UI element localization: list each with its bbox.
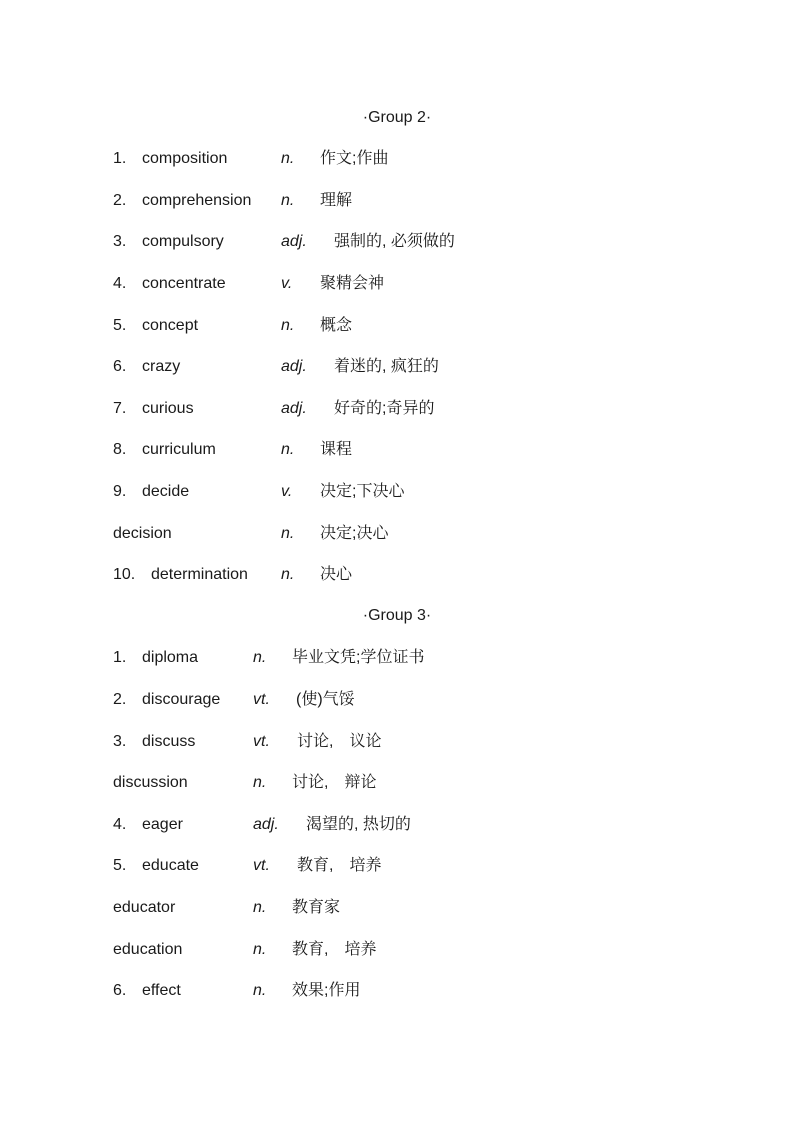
entry-number: 5. <box>113 317 127 334</box>
entry-word: educate <box>142 857 199 874</box>
entry-word: educator <box>113 899 176 916</box>
entry-word: compulsory <box>142 233 224 250</box>
entry-number: 5. <box>113 857 127 874</box>
entry-meaning: 渴望的, 热切的 <box>306 816 411 833</box>
entry-meaning: 着迷的, 疯狂的 <box>334 358 439 375</box>
entry-word: discuss <box>142 733 196 750</box>
entry-number: 4. <box>113 816 127 833</box>
entry-number: 4. <box>113 275 127 292</box>
entry-word: curriculum <box>142 441 216 458</box>
entry-word: discussion <box>113 774 188 791</box>
entry-meaning: 强制的, 必须做的 <box>334 233 455 250</box>
entry-number: 2. <box>113 691 127 708</box>
entry-word: concept <box>142 317 199 334</box>
entry-word: diploma <box>142 649 199 666</box>
entry-pos: adj. <box>253 816 279 833</box>
entry-number: 6. <box>113 358 127 375</box>
entry-pos: n. <box>253 982 267 999</box>
entry-meaning: 决定;决心 <box>320 525 389 542</box>
entry-pos: vt. <box>253 857 270 874</box>
entry-number: 10. <box>113 566 136 583</box>
entry-number: 1. <box>113 649 127 666</box>
entry-number: 8. <box>113 441 127 458</box>
entry-meaning: 聚精会神 <box>320 275 385 292</box>
entry-pos: n. <box>281 150 295 167</box>
entry-meaning: 教育家 <box>292 899 341 916</box>
entry-pos: adj. <box>281 233 307 250</box>
entry-word: comprehension <box>142 192 252 209</box>
entry-meaning: 毕业文凭;学位证书 <box>292 649 425 666</box>
entry-word: crazy <box>142 358 181 375</box>
entry-word: decision <box>113 525 172 542</box>
entry-meaning: 教育, 培养 <box>292 941 377 958</box>
entry-meaning: 决心 <box>320 566 353 583</box>
entry-word: composition <box>142 150 228 167</box>
entry-word: decide <box>142 483 190 500</box>
entry-number: 2. <box>113 192 127 209</box>
entry-meaning: 效果;作用 <box>292 982 361 999</box>
group-3-heading: ·Group 3· <box>362 607 432 624</box>
entry-meaning: 决定;下决心 <box>320 483 405 500</box>
entry-pos: v. <box>281 483 293 500</box>
entry-meaning: 教育, 培养 <box>297 857 382 874</box>
entry-pos: n. <box>253 774 267 791</box>
entry-meaning: 好奇的;奇异的 <box>334 400 435 417</box>
entry-word: determination <box>151 566 248 583</box>
entry-number: 3. <box>113 733 127 750</box>
group-2-heading: ·Group 2· <box>362 109 432 126</box>
entry-number: 3. <box>113 233 127 250</box>
entry-word: discourage <box>142 691 221 708</box>
entry-pos: v. <box>281 275 293 292</box>
entry-pos: n. <box>281 317 295 334</box>
entry-meaning: 概念 <box>320 317 353 334</box>
entry-meaning: (使)气馁 <box>296 691 355 708</box>
entry-meaning: 课程 <box>320 441 353 458</box>
entry-word: concentrate <box>142 275 226 292</box>
entry-pos: adj. <box>281 400 307 417</box>
entry-word: effect <box>142 982 181 999</box>
entry-meaning: 讨论, 议论 <box>297 733 382 750</box>
entry-pos: adj. <box>281 358 307 375</box>
entry-pos: n. <box>281 525 295 542</box>
entry-meaning: 理解 <box>320 192 353 209</box>
entry-pos: n. <box>281 192 295 209</box>
entry-pos: n. <box>281 441 295 458</box>
entry-meaning: 作文;作曲 <box>320 150 389 167</box>
entry-number: 9. <box>113 483 127 500</box>
entry-number: 1. <box>113 150 127 167</box>
entry-pos: n. <box>253 899 267 916</box>
entry-pos: n. <box>253 649 267 666</box>
entry-number: 7. <box>113 400 127 417</box>
entry-pos: n. <box>253 941 267 958</box>
entry-number: 6. <box>113 982 127 999</box>
entry-pos: vt. <box>253 733 270 750</box>
entry-meaning: 讨论, 辩论 <box>292 774 377 791</box>
entry-pos: n. <box>281 566 295 583</box>
entry-word: eager <box>142 816 183 833</box>
entry-word: education <box>113 941 183 958</box>
entry-word: curious <box>142 400 194 417</box>
entry-pos: vt. <box>253 691 270 708</box>
